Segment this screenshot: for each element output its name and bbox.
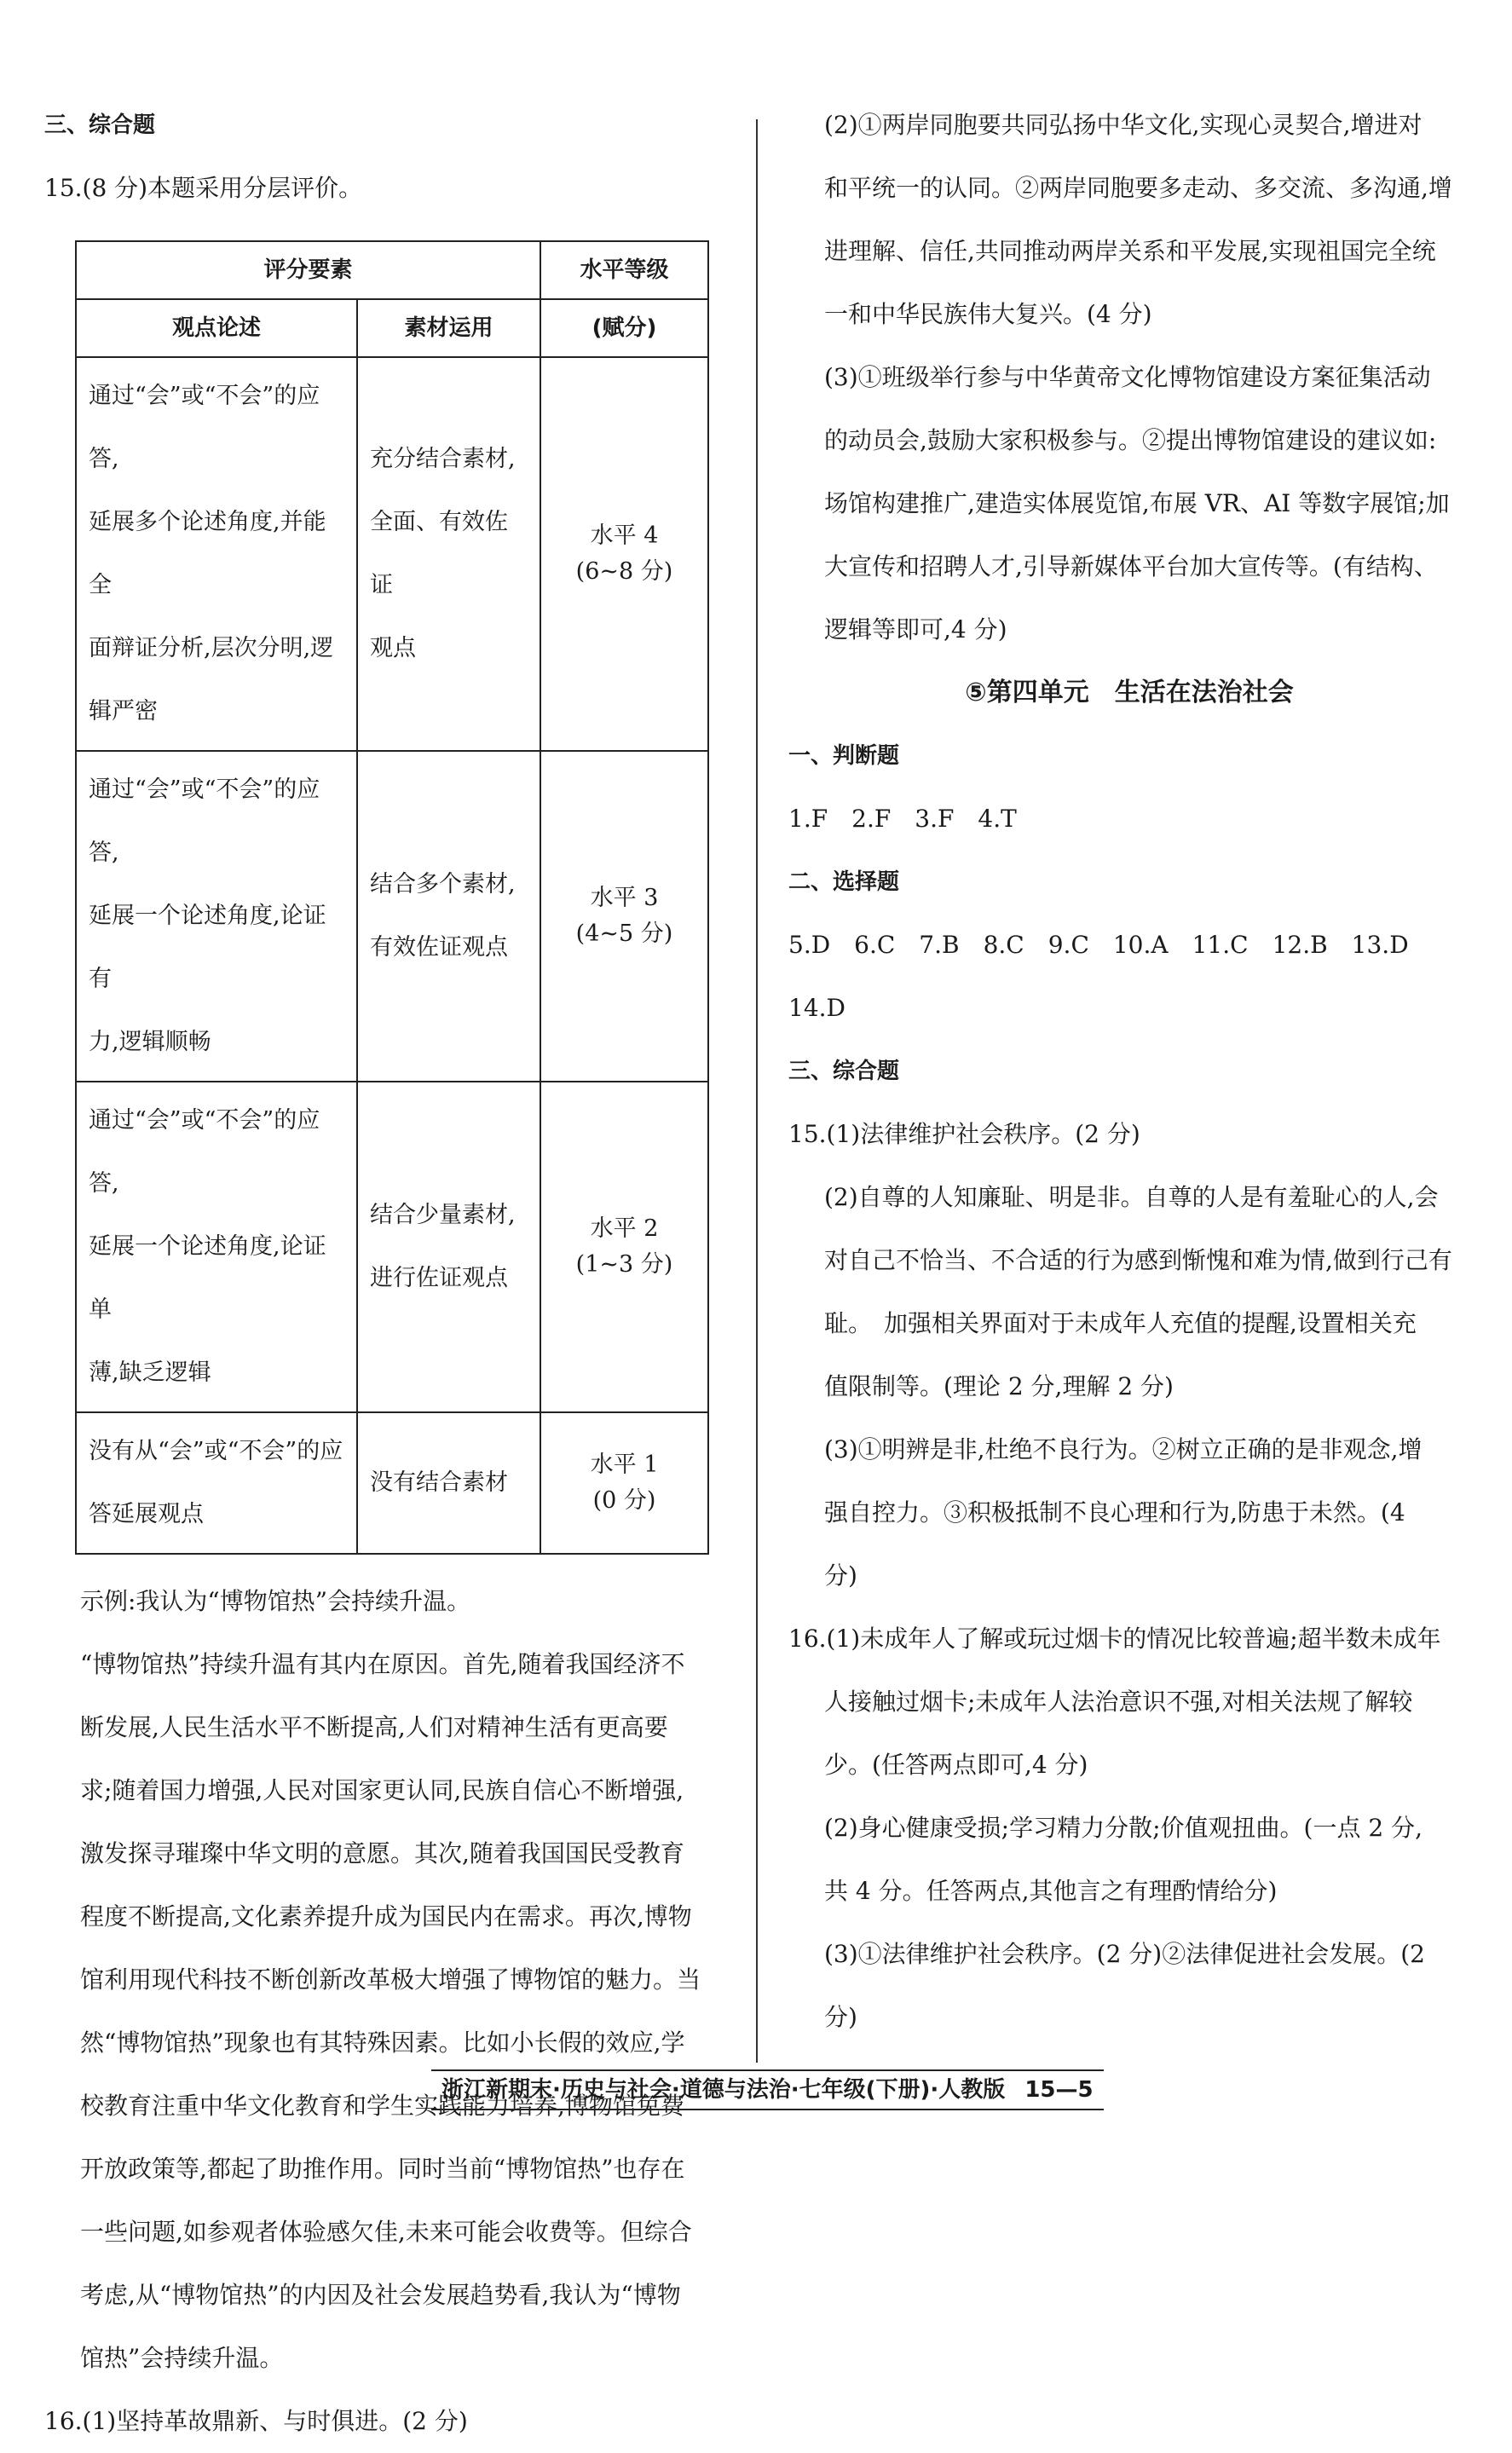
cell-line: 进行佐证观点 <box>370 1265 508 1291</box>
answer-line: 15.(1)法律维护社会秩序。(2 分) <box>788 1120 1140 1148</box>
answer-line: 人接触过烟卡;未成年人法治意识不强,对相关法规了解较 <box>824 1688 1413 1716</box>
material-cell <box>357 357 540 751</box>
answer-line: 分) <box>824 1561 857 1590</box>
level-cell <box>540 357 708 751</box>
table-header-score: (赋分) <box>540 299 708 357</box>
example-line: 馆热”会持续升温。 <box>80 2344 284 2372</box>
example-line: 激发探寻璀璨中华文明的意愿。其次,随着我国国民受教育 <box>80 1839 684 1867</box>
answer-line: (3)①法律维护社会秩序。(2 分)②法律促进社会发展。(2 <box>824 1940 1425 1968</box>
table-header-group: 评分要素 <box>76 241 540 299</box>
cell-line: 辑严密 <box>89 698 158 724</box>
level-label: 水平 3 <box>590 885 659 911</box>
answer-line: (2)①两岸同胞要共同弘扬中华文化,实现心灵契合,增进对 <box>824 111 1423 139</box>
answer-line: (2)自尊的人知廉耻、明是非。自尊的人是有羞耻心的人,会 <box>824 1183 1439 1211</box>
material-cell <box>357 1412 540 1554</box>
level-cell <box>540 751 708 1082</box>
page-number: 15—5 <box>1024 2077 1094 2103</box>
level-label: 水平 4 <box>590 522 659 549</box>
unit-title: ⑤第四单元 生活在法治社会 <box>965 678 1294 707</box>
choice-answers: 14.D <box>788 994 845 1022</box>
answer-line: 值限制等。(理论 2 分,理解 2 分) <box>824 1372 1174 1400</box>
example-line: 馆利用现代科技不断创新改革极大增强了博物馆的魅力。当 <box>80 1965 701 1994</box>
choice-answers: 5.D 6.C 7.B 8.C 9.C 10.A 11.C 12.B 13.D <box>788 931 1409 959</box>
level-score: (1~3 分) <box>575 1251 673 1278</box>
material-cell <box>357 1082 540 1412</box>
cell-line: 延展多个论述角度,并能全 <box>89 509 326 598</box>
cell-line: 通过“会”或“不会”的应答, <box>89 1107 320 1197</box>
column-divider <box>756 119 758 2063</box>
cell-line: 观点 <box>370 635 416 661</box>
section-title: 一、判断题 <box>788 743 900 769</box>
level-score: (0 分) <box>592 1487 656 1514</box>
level-cell <box>540 1082 708 1412</box>
table-row <box>76 1082 708 1412</box>
table-row <box>76 1412 708 1554</box>
table-row <box>76 751 708 1082</box>
section-title: 三、综合题 <box>788 1059 900 1084</box>
answer-line: 共 4 分。任答两点,其他言之有理酌情给分) <box>824 1877 1278 1905</box>
answer-line: 耻。 加强相关界面对于未成年人充值的提醒,设置相关充 <box>824 1309 1417 1337</box>
cell-line: 没有从“会”或“不会”的应 <box>89 1438 343 1464</box>
question-15-intro: 15.(8 分)本题采用分层评价。 <box>44 174 363 202</box>
cell-line: 结合多个素材, <box>370 871 516 898</box>
answer-line: 对自己不恰当、不合适的行为感到惭愧和难为情,做到行己有 <box>824 1246 1452 1274</box>
answer-line: 少。(任答两点即可,4 分) <box>824 1751 1088 1779</box>
viewpoint-cell <box>76 1082 357 1412</box>
cell-line: 力,逻辑顺畅 <box>89 1029 211 1055</box>
judge-answers: 1.F 2.F 3.F 4.T <box>788 805 1017 833</box>
answer-line: 和平统一的认同。②两岸同胞要多走动、多交流、多沟通,增 <box>824 174 1452 202</box>
answer-line: (3)①班级举行参与中华黄帝文化博物馆建设方案征集活动 <box>824 363 1431 391</box>
answer-line: 进理解、信任,共同推动两岸关系和平发展,实现祖国完全统 <box>824 237 1436 265</box>
answer-line: 逻辑等即可,4 分) <box>824 615 1007 644</box>
scoring-table <box>75 240 709 1555</box>
viewpoint-cell <box>76 357 357 751</box>
cell-line: 答延展观点 <box>89 1501 204 1527</box>
page-footer <box>431 2069 1104 2110</box>
viewpoint-cell <box>76 751 357 1082</box>
example-line: “博物馆热”持续升温有其内在原因。首先,随着我国经济不 <box>80 1650 685 1678</box>
cell-line: 全面、有效佐证 <box>370 509 508 598</box>
answer-line: 分) <box>824 2003 857 2031</box>
table-header-level: 水平等级 <box>540 241 708 299</box>
cell-line: 有效佐证观点 <box>370 934 508 961</box>
level-label: 水平 2 <box>590 1215 659 1242</box>
level-score: (6~8 分) <box>575 558 673 585</box>
cell-line: 通过“会”或“不会”的应答, <box>89 776 320 866</box>
answer-line: 的动员会,鼓励大家积极参与。②提出博物馆建设的建议如: <box>824 426 1437 454</box>
answer-line: 大宣传和招聘人才,引导新媒体平台加大宣传等。(有结构、 <box>824 552 1438 580</box>
table-header-viewpoint: 观点论述 <box>76 299 357 357</box>
cell-line: 延展一个论述角度,论证有 <box>89 903 326 992</box>
answer-line: 一和中华民族伟大复兴。(4 分) <box>824 300 1152 328</box>
cell-line: 充分结合素材, <box>370 446 516 472</box>
example-line: 求;随着国力增强,人民对国家更认同,民族自信心不断增强, <box>80 1776 684 1804</box>
answer-line: (3)①明辨是非,杜绝不良行为。②树立正确的是非观念,增 <box>824 1435 1423 1463</box>
question-16-part1: 16.(1)坚持革故鼎新、与时俱进。(2 分) <box>44 2407 468 2435</box>
footer-title: 浙江新期末·历史与社会·道德与法治·七年级(下册)·人教版 <box>441 2077 1006 2103</box>
example-line: 程度不断提高,文化素养提升成为国民内在需求。再次,博物 <box>80 1902 692 1931</box>
cell-line: 通过“会”或“不会”的应答, <box>89 383 320 472</box>
level-score: (4~5 分) <box>575 921 673 947</box>
answer-line: 场馆构建推广,建造实体展览馆,布展 VR、AI 等数字展馆;加 <box>824 489 1450 517</box>
example-line: 示例:我认为“博物馆热”会持续升温。 <box>80 1587 471 1615</box>
answer-line: 16.(1)未成年人了解或玩过烟卡的情况比较普遍;超半数未成年 <box>788 1625 1441 1653</box>
example-line: 校教育注重中华文化教育和学生实践能力培养,博物馆免费 <box>80 2092 684 2120</box>
viewpoint-cell <box>76 1412 357 1554</box>
cell-line: 面辩证分析,层次分明,逻 <box>89 635 334 661</box>
level-label: 水平 1 <box>590 1452 659 1478</box>
answer-line: 强自控力。③积极抵制不良心理和行为,防患于未然。(4 <box>824 1498 1405 1527</box>
example-line: 考虑,从“博物馆热”的内因及社会发展趋势看,我认为“博物 <box>80 2281 681 2309</box>
section-title: 二、选择题 <box>788 869 900 895</box>
cell-line: 结合少量素材, <box>370 1202 516 1228</box>
cell-line: 薄,缺乏逻辑 <box>89 1359 211 1386</box>
example-line: 断发展,人民生活水平不断提高,人们对精神生活有更高要 <box>80 1713 668 1741</box>
answer-line: (2)身心健康受损;学习精力分散;价值观扭曲。(一点 2 分, <box>824 1814 1423 1842</box>
section-title: 三、综合题 <box>44 113 156 138</box>
example-line: 然“博物馆热”现象也有其特殊因素。比如小长假的效应,学 <box>80 2029 685 2057</box>
cell-line: 没有结合素材 <box>370 1469 508 1496</box>
table-header-material: 素材运用 <box>357 299 540 357</box>
level-cell <box>540 1412 708 1554</box>
example-line: 一些问题,如参观者体验感欠佳,未来可能会收费等。但综合 <box>80 2218 692 2246</box>
example-line: 开放政策等,都起了助推作用。同时当前“博物馆热”也存在 <box>80 2155 685 2183</box>
right-column <box>788 94 1470 2049</box>
cell-line: 延展一个论述角度,论证单 <box>89 1233 326 1323</box>
material-cell <box>357 751 540 1082</box>
table-row <box>76 357 708 751</box>
